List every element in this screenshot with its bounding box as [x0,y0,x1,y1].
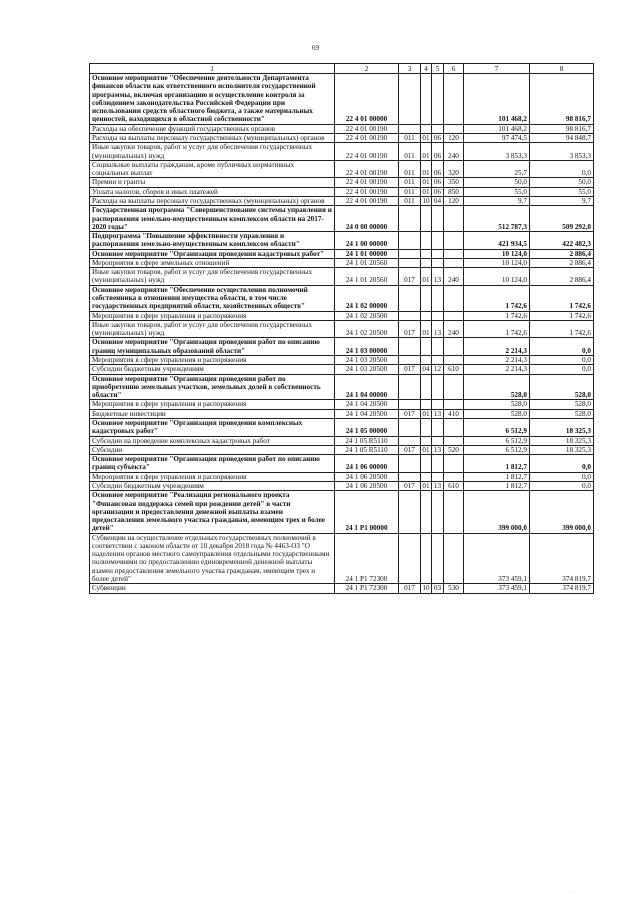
subsection-code: 06 [432,178,444,187]
expense-type-code [444,124,464,133]
grbs-code: 011 [399,143,421,161]
grbs-code [399,249,421,258]
amount-col7: 373 459,1 [464,533,530,584]
subsection-code: 13 [432,445,444,454]
table-row [90,436,594,445]
expense-type-code: 530 [444,584,464,593]
section-code [421,338,432,356]
expense-type-code: 350 [444,178,464,187]
row-name: Субсидии на проведение комплексных кадастровых работ [90,436,335,445]
amount-col7: 97 474,5 [464,133,530,142]
grbs-code [399,258,421,267]
table-row [90,400,594,409]
amount-col7: 50,0 [464,178,530,187]
amount-col8: 0,0 [530,472,594,481]
amount-col8: 0,0 [530,481,594,490]
grbs-code: 017 [399,445,421,454]
target-article-code: 24 1 01 20560 [335,258,399,267]
target-article-code: 24 1 04 00000 [335,374,399,400]
subsection-code [432,418,444,436]
target-article-code: 24 1 02 20500 [335,320,399,338]
amount-col7: 1 812,7 [464,472,530,481]
row-name: Мероприятия в сфере управления и распоряжения [90,400,335,409]
column-header: 1 [90,64,335,74]
subsection-code: 06 [432,133,444,142]
row-name: Расходы на обеспечение функций государственных органов [90,124,335,133]
amount-col7: 1 742,6 [464,320,530,338]
section-code [421,400,432,409]
grbs-code [399,206,421,232]
subsection-code [432,124,444,133]
table-row [90,74,594,125]
target-article-code: 24 1 05 R5110 [335,445,399,454]
section-code: 01 [421,320,432,338]
column-header: 3 [399,64,421,74]
amount-col8: 18 325,3 [530,436,594,445]
subsection-code [432,249,444,258]
target-article-code: 22 4 01 00190 [335,196,399,205]
subsection-code: 06 [432,143,444,161]
row-name: Основное мероприятие "Реализация регионального проекта "Финансовая поддержка семей при рождении детей" в части организации и предоставления денежной выплаты взамен предоставления земельного участка гражданам, имеющим трех и более детей" [90,491,335,533]
expense-type-code: 610 [444,481,464,490]
expense-type-code: 610 [444,365,464,374]
column-header: 7 [464,64,530,74]
target-article-code: 24 1 03 00000 [335,338,399,356]
row-name: Расходы на выплаты персоналу государственных (муниципальных) органов [90,196,335,205]
table-row [90,258,594,267]
row-name: Иные закупки товаров, работ и услуг для обеспечения государственных (муниципальных) нужд [90,268,335,286]
target-article-code: 24 1 05 R5110 [335,436,399,445]
amount-col8: 2 886,4 [530,249,594,258]
grbs-code: 011 [399,133,421,142]
column-header: 6 [444,64,464,74]
target-article-code: 24 1 03 20500 [335,365,399,374]
expense-type-code [444,74,464,125]
subsection-code: 13 [432,409,444,418]
grbs-code [399,491,421,533]
amount-col7: 512 787,3 [464,206,530,232]
subsection-code [432,285,444,311]
row-name: Уплата налогов, сборов и иных платежей [90,187,335,196]
grbs-code [399,400,421,409]
section-code: 01 [422,133,430,142]
amount-col8: 0,0 [530,338,594,356]
row-name: Социальные выплаты гражданам, кроме публичных нормативных социальных выплат [90,160,335,178]
subsection-code [432,356,444,365]
amount-col7: 25,7 [464,160,530,178]
target-article-code: 22 4 01 00000 [335,74,399,125]
table-row [90,365,594,374]
expense-type-code [444,206,464,232]
subsection-code: 04 [432,196,444,205]
target-article-code: 22 4 01 00190 [335,133,399,142]
row-name: Расходы на выплаты персоналу государственных (муниципальных) органов [90,133,335,142]
expense-type-code [444,356,464,365]
table-row [90,178,594,187]
subsection-code: 13 [432,320,444,338]
target-article-code: 24 1 00 00000 [335,232,399,250]
page-number: 69 [312,44,319,52]
amount-col7: 421 934,5 [464,232,530,250]
amount-col8: 18 325,3 [530,418,594,436]
grbs-code: 017 [399,409,421,418]
amount-col7: 10 124,0 [464,249,530,258]
expense-type-code: 240 [444,268,464,286]
budget-table [89,63,594,594]
row-name: Субсидии бюджетным учреждениям [90,481,335,490]
row-name: Основное мероприятие "Организация проведения комплексных кадастровых работ" [90,418,335,436]
target-article-code: 24 1 05 00000 [335,418,399,436]
section-code: 01 [422,481,430,490]
subsection-code [432,258,444,267]
row-name: Бюджетные инвестиции [90,409,335,418]
target-article-code: 24 1 02 20500 [335,311,399,320]
table-row [90,187,594,196]
table-row [90,311,594,320]
amount-col8: 18 325,3 [530,445,594,454]
section-code [421,491,432,533]
section-code [421,418,432,436]
subsection-code [432,206,444,232]
grbs-code [399,436,421,445]
target-article-code: 24 1 P1 72300 [335,584,399,593]
table-row [90,455,594,473]
row-name: Премии и гранты [90,178,335,187]
subsection-code [432,533,444,584]
grbs-code: 011 [399,178,421,187]
amount-col8: 55,0 [530,187,594,196]
section-code: 01 [422,445,430,454]
table-row [90,445,594,454]
expense-type-code [444,338,464,356]
table-row [90,249,594,258]
amount-col7: 1 812,7 [464,481,530,490]
table-row [90,124,594,133]
target-article-code: 22 4 01 00190 [335,124,399,133]
grbs-code [399,533,421,584]
amount-col8: 9,7 [530,196,594,205]
amount-col8: 3 853,3 [530,143,594,161]
amount-col8: 0,0 [530,160,594,178]
amount-col7: 101 468,2 [464,74,530,125]
subsection-code: 06 [432,187,444,196]
expense-type-code: 410 [444,409,464,418]
amount-col8: 528,0 [530,400,594,409]
column-header: 5 [432,64,444,74]
target-article-code: 22 4 01 00190 [335,160,399,178]
expense-type-code: 120 [444,133,464,142]
amount-col7: 6 512,9 [464,418,530,436]
section-code [421,436,432,445]
table-row [90,374,594,400]
section-code [421,74,432,125]
amount-col7: 101 468,2 [464,124,530,133]
grbs-code: 017 [399,268,421,286]
target-article-code: 24 1 06 20500 [335,472,399,481]
section-code: 01 [421,143,432,161]
row-name: Субсидии [90,445,335,454]
row-name: Основное мероприятие "Организация проведения кадастровых работ" [90,249,335,258]
grbs-code: 011 [399,187,421,196]
subsection-code [432,455,444,473]
expense-type-code: 240 [444,320,464,338]
amount-col8: 98 816,7 [530,124,594,133]
amount-col7: 399 000,0 [464,491,530,533]
section-code: 04 [422,365,430,374]
section-code [421,356,432,365]
target-article-code: 22 4 01 00190 [335,187,399,196]
amount-col8: 0,0 [530,455,594,473]
expense-type-code [444,491,464,533]
amount-col8: 2 886,4 [530,258,594,267]
expense-type-code [444,311,464,320]
row-name: Основное мероприятие "Организация проведения работ по описанию границ муниципальных образований области" [90,338,335,356]
grbs-code: 017 [399,584,421,593]
expense-type-code [444,249,464,258]
grbs-code [399,338,421,356]
row-name: Иные закупки товаров, работ и услуг для обеспечения государственных (муниципальных) нужд [90,143,335,161]
table-row [90,285,594,311]
expense-type-code [444,374,464,400]
amount-col8: 1 742,6 [530,285,594,311]
expense-type-code [444,455,464,473]
row-name: Основное мероприятие "Организация проведения работ по приобретению земельных участков, земельных долей в собственность области" [90,374,335,400]
amount-col8: 1 742,6 [530,311,594,320]
table-row [90,472,594,481]
amount-col8: 0,0 [530,356,594,365]
grbs-code [399,374,421,400]
subsection-code [432,472,444,481]
row-name: Мероприятия в сфере земельных отношений [90,258,335,267]
grbs-code: 017 [399,365,421,374]
subsection-code: 12 [432,365,444,374]
amount-col7: 55,0 [464,187,530,196]
amount-col8: 374 819,7 [530,584,594,593]
row-name: Основное мероприятие "Обеспечение осуществления полномочий собственника в отношении имущества области, в том числе государственных предприятий области, хозяйственных обществ" [90,285,335,311]
subsection-code: 06 [432,160,444,178]
expense-type-code [444,418,464,436]
section-code: 01 [422,187,430,196]
amount-col8: 2 886,4 [530,268,594,286]
expense-type-code: 850 [444,187,464,196]
row-name: Государственная программа "Совершенствование системы управления и распоряжения земельно-имущественным комплексом области на 2017-2020 годы" [90,206,335,232]
expense-type-code [444,232,464,250]
subsection-code [432,232,444,250]
section-code: 01 [421,160,432,178]
amount-col8: 94 848,7 [530,133,594,142]
amount-col8: 1 742,6 [530,320,594,338]
row-name: Основное мероприятие "Организация проведения работ по описанию границ субъекта" [90,455,335,473]
expense-type-code: 240 [444,143,464,161]
column-header-row [90,64,594,74]
amount-col7: 1 742,6 [464,311,530,320]
target-article-code: 24 1 03 20500 [335,356,399,365]
section-code: 10 [422,196,430,205]
row-name: Подпрограмма "Повышение эффективности управления и распоряжения земельно-имущественным комплексом области" [90,232,335,250]
section-code [421,472,432,481]
amount-col8: 98 816,7 [530,74,594,125]
amount-col7: 10 124,0 [464,268,530,286]
grbs-code [399,232,421,250]
amount-col7: 3 853,3 [464,143,530,161]
amount-col7: 1 812,7 [464,455,530,473]
section-code: 01 [422,409,430,418]
amount-col7: 2 214,3 [464,356,530,365]
grbs-code: 011 [399,160,421,178]
grbs-code [399,124,421,133]
amount-col7: 528,0 [464,400,530,409]
column-header: 8 [530,64,594,74]
expense-type-code: 320 [444,160,464,178]
column-header: 2 [335,64,399,74]
target-article-code: 24 1 01 00000 [335,249,399,258]
target-article-code: 22 4 01 00190 [335,178,399,187]
row-name: Мероприятия в сфере управления и распоряжения [90,356,335,365]
grbs-code [399,285,421,311]
expense-type-code [444,285,464,311]
target-article-code: 24 1 06 00000 [335,455,399,473]
amount-col7: 10 124,0 [464,258,530,267]
expense-type-code: 520 [444,445,464,454]
section-code [421,533,432,584]
column-header: 4 [421,64,432,74]
row-name: Мероприятия в сфере управления и распоряжения [90,311,335,320]
table-row [90,409,594,418]
row-name: Субвенции [90,584,335,593]
subsection-code [432,338,444,356]
amount-col8: 528,0 [530,374,594,400]
target-article-code: 24 1 02 00000 [335,285,399,311]
amount-col8: 528,0 [530,409,594,418]
subsection-code [432,400,444,409]
section-code [421,455,432,473]
section-code [421,258,432,267]
expense-type-code [444,258,464,267]
section-code [421,374,432,400]
row-name: Основное мероприятие "Обеспечение деятельности Департамента финансов области как ответственного исполнителя государственной программы, включая организацию и осуществление контроля за соблюдением законодательства Российской Федерации при использовании средств областного бюджета, а также материальных ценностей, находящихся в областной собственности" [90,74,335,125]
subsection-code: 13 [432,481,444,490]
section-code [421,285,432,311]
section-code [421,124,432,133]
amount-col7: 9,7 [464,196,530,205]
grbs-code [399,74,421,125]
table-row [90,418,594,436]
table-row [90,320,594,338]
amount-col8: 0,0 [530,365,594,374]
section-code [421,206,432,232]
section-code [421,311,432,320]
table-row [90,584,594,593]
grbs-code [399,455,421,473]
amount-col8: 50,0 [530,178,594,187]
target-article-code: 24 1 01 20560 [335,268,399,286]
grbs-code [399,356,421,365]
target-article-code: 24 0 00 00000 [335,206,399,232]
target-article-code: 24 1 P1 72300 [335,533,399,584]
grbs-code: 011 [399,196,421,205]
table-row [90,196,594,205]
target-article-code: 24 1 04 20500 [335,400,399,409]
amount-col7: 528,0 [464,374,530,400]
expense-type-code [444,400,464,409]
amount-col7: 2 214,3 [464,338,530,356]
subsection-code [432,374,444,400]
row-name: Мероприятия в сфере управления и распоряжения [90,472,335,481]
table-row [90,491,594,533]
grbs-code: 017 [399,481,421,490]
expense-type-code: 120 [444,196,464,205]
subsection-code: 13 [432,268,444,286]
table-row [90,206,594,232]
scan-mark: · · [570,890,576,896]
table-row [90,268,594,286]
table-row [90,481,594,490]
amount-col7: 1 742,6 [464,285,530,311]
subsection-code [432,311,444,320]
row-name: Субвенции на осуществление отдельных государственных полномочий в соответствии с законом области от 10 декабря 2018 года № 4463-ОЗ "О наделении органов местного самоуправления отдельными государственными полномочиями по предоставлению единовременной денежной выплаты взамен предоставления земельного участка гражданам, имеющим трех и более детей" [90,533,335,584]
row-name: Субсидии бюджетным учреждениям [90,365,335,374]
section-code: 01 [422,178,430,187]
amount-col7: 373 459,1 [464,584,530,593]
grbs-code [399,311,421,320]
subsection-code [432,436,444,445]
table-row [90,143,594,161]
amount-col7: 2 214,3 [464,365,530,374]
table-row [90,133,594,142]
grbs-code [399,472,421,481]
table-row [90,533,594,584]
amount-col7: 6 512,9 [464,436,530,445]
target-article-code: 22 4 01 00190 [335,143,399,161]
section-code [421,232,432,250]
amount-col8: 509 292,0 [530,206,594,232]
expense-type-code [444,533,464,584]
table-row [90,160,594,178]
section-code: 01 [421,268,432,286]
subsection-code: 03 [432,584,444,593]
amount-col7: 528,0 [464,409,530,418]
expense-type-code [444,472,464,481]
target-article-code: 24 1 P1 00000 [335,491,399,533]
grbs-code [399,418,421,436]
section-code: 10 [422,584,430,593]
section-code [421,249,432,258]
grbs-code: 017 [399,320,421,338]
table-row [90,338,594,356]
amount-col8: 399 000,0 [530,491,594,533]
table-row [90,232,594,250]
amount-col8: 374 819,7 [530,533,594,584]
expense-type-code [444,436,464,445]
table-row [90,356,594,365]
subsection-code [432,74,444,125]
target-article-code: 24 1 06 20500 [335,481,399,490]
amount-col8: 422 482,3 [530,232,594,250]
row-name: Иные закупки товаров, работ и услуг для обеспечения государственных (муниципальных) нужд [90,320,335,338]
target-article-code: 24 1 04 20500 [335,409,399,418]
subsection-code [432,491,444,533]
amount-col7: 6 512,9 [464,445,530,454]
